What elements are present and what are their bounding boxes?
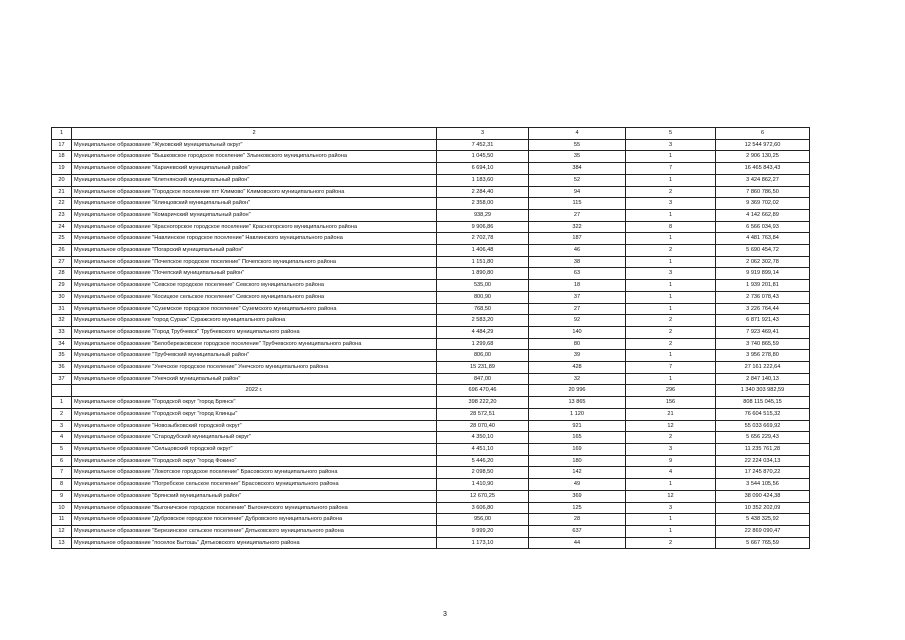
table-row	[52, 151, 810, 163]
name-cell: Муниципальное образование "Сельцовский городской округ"	[72, 443, 437, 455]
units-cell: 2	[626, 326, 716, 338]
table-row	[52, 350, 810, 362]
area-cell: 9 906,86	[437, 221, 529, 233]
units-cell: 1	[626, 280, 716, 292]
table-row	[52, 525, 810, 537]
count-cell: 187	[529, 233, 626, 245]
row-number-cell	[52, 385, 72, 397]
row-number-cell: 20	[52, 174, 72, 186]
name-cell: Муниципальное образование "Клинцовский муниципальный район"	[72, 198, 437, 210]
row-number-cell: 28	[52, 268, 72, 280]
count-cell: 46	[529, 245, 626, 257]
name-cell: Муниципальное образование "Локотское городское поселение" Брасовского муниципального района	[72, 467, 437, 479]
area-cell: 1 173,10	[437, 537, 529, 549]
row-number-cell: 1	[52, 397, 72, 409]
count-cell: 32	[529, 373, 626, 385]
header-cell-3: 3	[437, 128, 529, 140]
units-cell: 1	[626, 209, 716, 221]
row-number-cell: 6	[52, 455, 72, 467]
area-cell: 2 358,00	[437, 198, 529, 210]
units-cell: 1	[626, 525, 716, 537]
amount-cell: 9 369 702,02	[716, 198, 810, 210]
count-cell: 20 996	[529, 385, 626, 397]
table-row	[52, 514, 810, 526]
amount-cell: 17 245 870,22	[716, 467, 810, 479]
area-cell: 1 890,80	[437, 268, 529, 280]
page-number: 3	[443, 611, 447, 618]
count-cell: 52	[529, 174, 626, 186]
amount-cell: 2 906 130,25	[716, 151, 810, 163]
row-number-cell: 8	[52, 479, 72, 491]
name-cell: Муниципальное образование "Навлинское городское поселение" Навлинского муниципального района	[72, 233, 437, 245]
units-cell: 3	[626, 502, 716, 514]
units-cell: 7	[626, 163, 716, 175]
amount-cell: 76 604 515,32	[716, 408, 810, 420]
area-cell: 12 670,25	[437, 490, 529, 502]
count-cell: 637	[529, 525, 626, 537]
name-cell: Муниципальное образование "Погарский муниципальный район"	[72, 245, 437, 257]
area-cell: 28 070,40	[437, 420, 529, 432]
units-cell: 7	[626, 362, 716, 374]
amount-cell: 5 690 454,72	[716, 245, 810, 257]
area-cell: 1 151,80	[437, 256, 529, 268]
units-cell: 1	[626, 373, 716, 385]
amount-cell: 6 871 921,43	[716, 315, 810, 327]
area-cell: 2 702,78	[437, 233, 529, 245]
name-cell: Муниципальное образование "Брянский муниципальный район"	[72, 490, 437, 502]
units-cell: 1	[626, 350, 716, 362]
table-row	[52, 198, 810, 210]
units-cell: 9	[626, 455, 716, 467]
amount-cell: 55 033 669,92	[716, 420, 810, 432]
name-cell: Муниципальное образование "Дубровское городское поселение" Дубровского муниципального района	[72, 514, 437, 526]
count-cell: 92	[529, 315, 626, 327]
count-cell: 140	[529, 326, 626, 338]
name-cell: Муниципальное образование "Погребское сельское поселение" Брасовского муниципального района	[72, 479, 437, 491]
units-cell: 12	[626, 490, 716, 502]
area-cell: 4 484,29	[437, 326, 529, 338]
count-cell: 921	[529, 420, 626, 432]
row-number-cell: 32	[52, 315, 72, 327]
count-cell: 18	[529, 280, 626, 292]
amount-cell: 4 142 662,89	[716, 209, 810, 221]
count-cell: 115	[529, 198, 626, 210]
row-number-cell: 10	[52, 502, 72, 514]
count-cell: 27	[529, 303, 626, 315]
name-cell: Муниципальное образование "Городской округ "город Клинцы"	[72, 408, 437, 420]
row-number-cell: 36	[52, 362, 72, 374]
amount-cell: 5 656 229,43	[716, 432, 810, 444]
count-cell: 35	[529, 151, 626, 163]
amount-cell: 3 956 278,80	[716, 350, 810, 362]
table-row	[52, 163, 810, 175]
amount-cell: 3 544 105,56	[716, 479, 810, 491]
area-cell: 7 452,31	[437, 139, 529, 151]
table-row	[52, 408, 810, 420]
count-cell: 80	[529, 338, 626, 350]
amount-cell: 1 939 201,81	[716, 280, 810, 292]
units-cell: 1	[626, 303, 716, 315]
count-cell: 322	[529, 221, 626, 233]
units-cell: 3	[626, 198, 716, 210]
units-cell: 1	[626, 479, 716, 491]
area-cell: 9 999,20	[437, 525, 529, 537]
row-number-cell: 12	[52, 525, 72, 537]
units-cell: 2	[626, 432, 716, 444]
table-row	[52, 479, 810, 491]
area-cell: 1 045,50	[437, 151, 529, 163]
amount-cell: 1 340 303 982,59	[716, 385, 810, 397]
area-cell: 28 572,51	[437, 408, 529, 420]
table-row	[52, 455, 810, 467]
amount-cell: 2 062 302,78	[716, 256, 810, 268]
units-cell: 156	[626, 397, 716, 409]
area-cell: 1 410,90	[437, 479, 529, 491]
row-number-cell: 37	[52, 373, 72, 385]
units-cell: 3	[626, 443, 716, 455]
row-number-cell: 26	[52, 245, 72, 257]
area-cell: 847,00	[437, 373, 529, 385]
area-cell: 1 406,48	[437, 245, 529, 257]
count-cell: 27	[529, 209, 626, 221]
amount-cell: 10 352 202,09	[716, 502, 810, 514]
name-cell: Муниципальное образование "Стародубский муниципальный округ"	[72, 432, 437, 444]
name-cell: 2022 г.	[72, 385, 437, 397]
units-cell: 1	[626, 291, 716, 303]
table-row	[52, 186, 810, 198]
units-cell: 2	[626, 537, 716, 549]
units-cell: 3	[626, 139, 716, 151]
area-cell: 398 222,20	[437, 397, 529, 409]
area-cell: 15 231,89	[437, 362, 529, 374]
name-cell: Муниципальное образование "город Сураж" Суражского муниципального района	[72, 315, 437, 327]
units-cell: 1	[626, 514, 716, 526]
count-cell: 369	[529, 490, 626, 502]
header-cell-5: 5	[626, 128, 716, 140]
count-cell: 63	[529, 268, 626, 280]
count-cell: 1 120	[529, 408, 626, 420]
table-row	[52, 537, 810, 549]
area-cell: 1 183,60	[437, 174, 529, 186]
table-row	[52, 209, 810, 221]
table-row	[52, 221, 810, 233]
year-subtotal-row	[52, 385, 810, 397]
area-cell: 806,00	[437, 350, 529, 362]
area-cell: 800,90	[437, 291, 529, 303]
header-cell-4: 4	[529, 128, 626, 140]
area-cell: 768,50	[437, 303, 529, 315]
row-number-cell: 24	[52, 221, 72, 233]
amount-cell: 3 226 764,44	[716, 303, 810, 315]
name-cell: Муниципальное образование "Выгоничское городское поселение" Выгоничского муниципального района	[72, 502, 437, 514]
name-cell: Муниципальное образование "Вышковское городское поселение" Злынковского муниципального района	[72, 151, 437, 163]
area-cell: 535,00	[437, 280, 529, 292]
row-number-cell: 33	[52, 326, 72, 338]
table-row	[52, 268, 810, 280]
row-number-cell: 11	[52, 514, 72, 526]
units-cell: 2	[626, 338, 716, 350]
row-number-cell: 5	[52, 443, 72, 455]
name-cell: Муниципальное образование "Красногорское городское поселение" Красногорского муниципального района	[72, 221, 437, 233]
table-row	[52, 280, 810, 292]
count-cell: 38	[529, 256, 626, 268]
units-cell: 1	[626, 256, 716, 268]
table-header-row	[52, 128, 810, 140]
data-table	[51, 127, 810, 549]
amount-cell: 22 869 090,47	[716, 525, 810, 537]
amount-cell: 2 847 140,13	[716, 373, 810, 385]
name-cell: Муниципальное образование "Новозыбковский городской округ"	[72, 420, 437, 432]
count-cell: 142	[529, 467, 626, 479]
amount-cell: 11 235 761,28	[716, 443, 810, 455]
count-cell: 384	[529, 163, 626, 175]
row-number-cell: 27	[52, 256, 72, 268]
count-cell: 165	[529, 432, 626, 444]
name-cell: Муниципальное образование "Трубчевский муниципальный район"	[72, 350, 437, 362]
count-cell: 169	[529, 443, 626, 455]
name-cell: Муниципальное образование "Жуковский муниципальный округ"	[72, 139, 437, 151]
amount-cell: 22 224 034,13	[716, 455, 810, 467]
amount-cell: 16 465 843,43	[716, 163, 810, 175]
amount-cell: 12 544 972,60	[716, 139, 810, 151]
area-cell: 956,00	[437, 514, 529, 526]
table-row	[52, 291, 810, 303]
row-number-cell: 13	[52, 537, 72, 549]
count-cell: 49	[529, 479, 626, 491]
name-cell: Муниципальное образование "Клетнянский муниципальный район"	[72, 174, 437, 186]
count-cell: 94	[529, 186, 626, 198]
units-cell: 1	[626, 233, 716, 245]
amount-cell: 5 438 325,92	[716, 514, 810, 526]
name-cell: Муниципальное образование "Почепский муниципальный район"	[72, 268, 437, 280]
area-cell: 4 350,10	[437, 432, 529, 444]
area-cell: 3 606,80	[437, 502, 529, 514]
amount-cell: 27 161 222,64	[716, 362, 810, 374]
header-cell-2: 2	[72, 128, 437, 140]
amount-cell: 3 740 865,59	[716, 338, 810, 350]
table-row	[52, 362, 810, 374]
amount-cell: 9 919 899,14	[716, 268, 810, 280]
amount-cell: 4 481 763,84	[716, 233, 810, 245]
count-cell: 39	[529, 350, 626, 362]
amount-cell: 7 923 469,41	[716, 326, 810, 338]
name-cell: Муниципальное образование "Город Трубчевск" Трубчевского муниципального района	[72, 326, 437, 338]
name-cell: Муниципальное образование "поселок Бытошь" Дятьковского муниципального района	[72, 537, 437, 549]
row-number-cell: 31	[52, 303, 72, 315]
name-cell: Муниципальное образование "Березинское сельское поселение" Дятьковского муниципального района	[72, 525, 437, 537]
count-cell: 55	[529, 139, 626, 151]
count-cell: 44	[529, 537, 626, 549]
area-cell: 696 470,46	[437, 385, 529, 397]
name-cell: Муниципальное образование "Унечское городское поселение" Унечского муниципального района	[72, 362, 437, 374]
units-cell: 4	[626, 467, 716, 479]
name-cell: Муниципальное образование "Городской округ "город Брянск"	[72, 397, 437, 409]
table-row	[52, 233, 810, 245]
table-row	[52, 490, 810, 502]
area-cell: 1 299,68	[437, 338, 529, 350]
count-cell: 125	[529, 502, 626, 514]
table-row	[52, 326, 810, 338]
name-cell: Муниципальное образование "Комаричский муниципальный район"	[72, 209, 437, 221]
name-cell: Муниципальное образование "Суземское городское поселение" Суземского муниципального района	[72, 303, 437, 315]
amount-cell: 38 090 424,38	[716, 490, 810, 502]
count-cell: 180	[529, 455, 626, 467]
table-row	[52, 443, 810, 455]
name-cell: Муниципальное образование "Карачевский муниципальный район"	[72, 163, 437, 175]
row-number-cell: 22	[52, 198, 72, 210]
row-number-cell: 25	[52, 233, 72, 245]
area-cell: 5 446,20	[437, 455, 529, 467]
table-row	[52, 373, 810, 385]
table-row	[52, 245, 810, 257]
units-cell: 296	[626, 385, 716, 397]
units-cell: 3	[626, 268, 716, 280]
row-number-cell: 23	[52, 209, 72, 221]
units-cell: 8	[626, 221, 716, 233]
amount-cell: 808 115 045,15	[716, 397, 810, 409]
row-number-cell: 34	[52, 338, 72, 350]
row-number-cell: 35	[52, 350, 72, 362]
units-cell: 2	[626, 186, 716, 198]
row-number-cell: 19	[52, 163, 72, 175]
table-row	[52, 303, 810, 315]
count-cell: 37	[529, 291, 626, 303]
area-cell: 938,29	[437, 209, 529, 221]
name-cell: Муниципальное образование "Почепское городское поселение" Почепского муниципального района	[72, 256, 437, 268]
table-row	[52, 467, 810, 479]
amount-cell: 6 566 034,93	[716, 221, 810, 233]
row-number-cell: 17	[52, 139, 72, 151]
units-cell: 2	[626, 245, 716, 257]
row-number-cell: 30	[52, 291, 72, 303]
amount-cell: 5 667 765,59	[716, 537, 810, 549]
area-cell: 2 583,20	[437, 315, 529, 327]
area-cell: 6 694,10	[437, 163, 529, 175]
units-cell: 2	[626, 315, 716, 327]
table-body	[52, 128, 810, 549]
table-row	[52, 256, 810, 268]
units-cell: 1	[626, 151, 716, 163]
table-row	[52, 502, 810, 514]
name-cell: Муниципальное образование "Севское городское поселение" Севского муниципального района	[72, 280, 437, 292]
table-row	[52, 432, 810, 444]
name-cell: Муниципальное образование "Городской округ "город Фокино"	[72, 455, 437, 467]
table-row	[52, 139, 810, 151]
amount-cell: 7 860 786,50	[716, 186, 810, 198]
table-row	[52, 420, 810, 432]
row-number-cell: 18	[52, 151, 72, 163]
header-cell-6: 6	[716, 128, 810, 140]
table-row	[52, 397, 810, 409]
row-number-cell: 2	[52, 408, 72, 420]
row-number-cell: 4	[52, 432, 72, 444]
area-cell: 4 451,10	[437, 443, 529, 455]
amount-cell: 2 736 078,43	[716, 291, 810, 303]
units-cell: 21	[626, 408, 716, 420]
name-cell: Муниципальное образование "Белоберезковское городское поселение" Трубчевского муниципального района	[72, 338, 437, 350]
row-number-cell: 9	[52, 490, 72, 502]
amount-cell: 3 424 862,27	[716, 174, 810, 186]
row-number-cell: 29	[52, 280, 72, 292]
table-row	[52, 174, 810, 186]
area-cell: 2 284,40	[437, 186, 529, 198]
row-number-cell: 3	[52, 420, 72, 432]
table-row	[52, 338, 810, 350]
table-row	[52, 315, 810, 327]
area-cell: 2 098,50	[437, 467, 529, 479]
units-cell: 1	[626, 174, 716, 186]
row-number-cell: 21	[52, 186, 72, 198]
count-cell: 28	[529, 514, 626, 526]
count-cell: 13 865	[529, 397, 626, 409]
units-cell: 12	[626, 420, 716, 432]
count-cell: 428	[529, 362, 626, 374]
name-cell: Муниципальное образование "Городское поселение пгт Климово" Климовского муниципального района	[72, 186, 437, 198]
header-cell-1: 1	[52, 128, 72, 140]
row-number-cell: 7	[52, 467, 72, 479]
name-cell: Муниципальное образование "Косицкое сельское поселение" Севского муниципального района	[72, 291, 437, 303]
name-cell: Муниципальное образование "Унечский муниципальный район"	[72, 373, 437, 385]
